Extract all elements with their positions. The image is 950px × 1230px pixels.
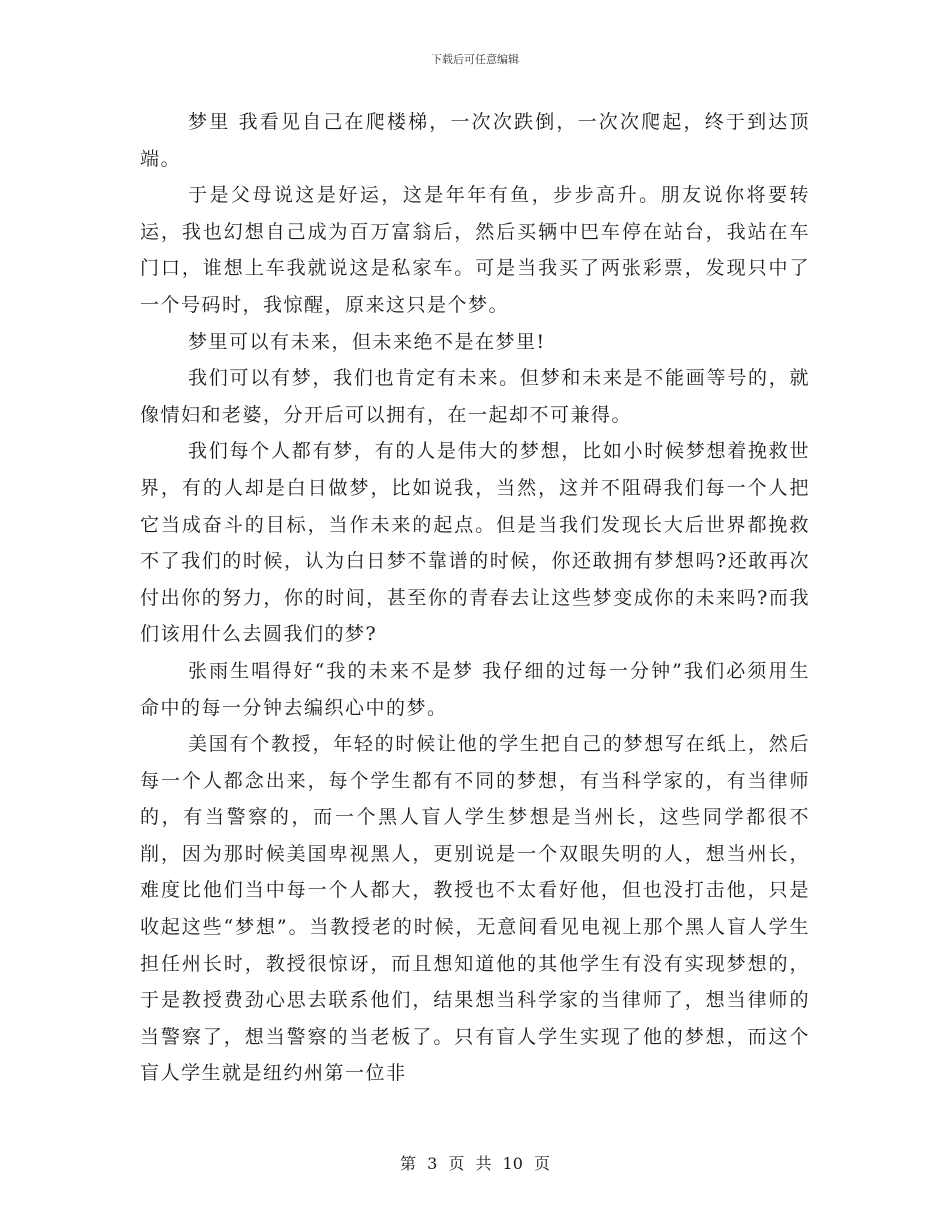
paragraph: 我们可以有梦，我们也肯定有未来。但梦和未来是不能画等号的，就像情妇和老婆，分开后可以拥有，在一起却不可兼得。	[140, 367, 810, 426]
paragraph: 我们每个人都有梦，有的人是伟大的梦想，比如小时候梦想着挽救世界，有的人却是白日做梦，比如说我，当然，这并不阻碍我们每一个人把它当成奋斗的目标，当作未来的起点。但是当我们发现长大后世界都挽救不了我们的时候，认为白日梦不靠谱的时候，你还敢拥有梦想吗?还敢再次付出你的努力，你的时间，甚至你的青春去让这些梦变成你的未来吗?而我们该用什么去圆我们的梦?	[140, 440, 810, 646]
paragraph: 张雨生唱得好“我的未来不是梦 我仔细的过每一分钟”我们必须用生命中的每一分钟去编织心中的梦。	[140, 659, 810, 719]
paragraph: 美国有个教授，年轻的时候让他的学生把自己的梦想写在纸上，然后每一个人都念出来，每个学生都有不同的梦想，有当科学家的，有当律师的，有当警察的，而一个黑人盲人学生梦想是当州长，这些同学都很不削，因为那时候美国卑视黑人，更别说是一个双眼失明的人，想当州长，难度比他们当中每一个人都大，教授也不太看好他，但也没打击他，只是收起这些“梦想”。当教授老的时候，无意间看见电视上那个黑人盲人学生担任州长时，教授很惊讶，而且想知道他的其他学生有没有实现梦想的，于是教授费劲心思去联系他们，结果想当科学家的当律师了，想当律师的当警察了，想当警察的当老板了。只有盲人学生实现了他的梦想，而这个盲人学生就是纽约州第一位非	[140, 733, 810, 1085]
document-body	[140, 104, 810, 1092]
paragraph: 梦里 我看见自己在爬楼梯，一次次跌倒，一次次爬起，终于到达顶端。	[140, 111, 810, 170]
page-header: 下载后可任意编辑	[431, 53, 519, 66]
paragraph: 于是父母说这是好运，这是年年有鱼，步步高升。朋友说你将要转运，我也幻想自己成为百万富翁后，然后买辆中巴车停在站台，我站在车门口，谁想上车我就说这是私家车。可是当我买了两张彩票，发现只中了一个号码时，我惊醒，原来这只是个梦。	[140, 184, 810, 316]
paragraph: 梦里可以有未来，但未来绝不是在梦里!	[188, 330, 546, 353]
page-footer: 第 3 页 共 10 页	[400, 1154, 550, 1173]
